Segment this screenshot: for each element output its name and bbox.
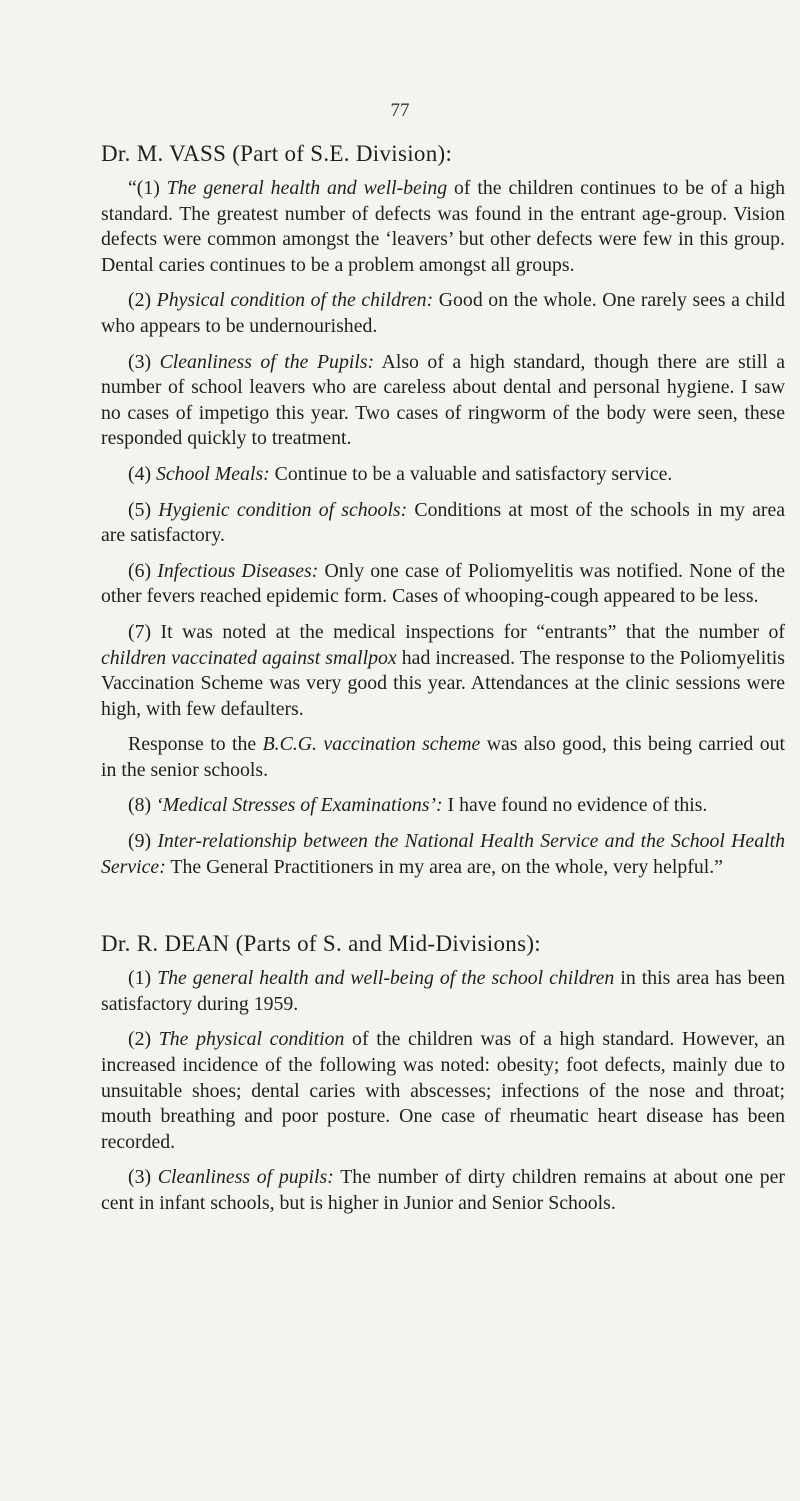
- report-section-vass: [101, 140, 785, 880]
- section-heading: Dr. R. DEAN (Parts of S. and Mid-Divisions):: [101, 931, 541, 957]
- page-number: 77: [390, 100, 410, 121]
- paragraph-infectious-diseases: (6) Infectious Diseases: Only one case of Poliomyelitis was notified. None of the other fevers reached epidemic form. Cases of whooping-cough appeared to be less.: [101, 559, 785, 608]
- report-section-dean: [101, 930, 785, 1216]
- paragraph-general-health: (1) The general health and well-being of the school children in this area has been satisfactory during 1959.: [101, 967, 785, 1015]
- document-body: [101, 140, 785, 1227]
- section-heading: Dr. M. VASS (Part of S.E. Division):: [101, 141, 453, 166]
- paragraph-bcg: Response to the B.C.G. vaccination scheme was also good, this being carried out in the senior schools.: [101, 733, 785, 781]
- paragraph-vaccination: (7) It was noted at the medical inspections for “entrants” that the number of children vaccinated against smallpox had increased. The response to the Poliomyelitis Vaccination Scheme was very good this year. Attendances at the clinic sessions were high, with few defaulters.: [101, 620, 785, 720]
- paragraph-medical-stresses: (8) ‘Medical Stresses of Examinations’: I have found no evidence of this.: [128, 794, 708, 817]
- paragraph-physical-condition: (2) Physical condition of the children: Good on the whole. One rarely sees a child who appears to be undernourished.: [101, 289, 785, 337]
- paragraph-hygienic-condition: (5) Hygienic condition of schools: Conditions at most of the schools in my area are satisfactory.: [101, 498, 785, 547]
- paragraph-school-meals: (4) School Meals: Continue to be a valuable and satisfactory service.: [128, 462, 673, 485]
- paragraph-cleanliness: (3) Cleanliness of pupils: The number of dirty children remains at about one per cent in infant schools, but is higher in Junior and Senior Schools.: [101, 1166, 785, 1214]
- paragraph-cleanliness: (3) Cleanliness of the Pupils: Also of a high standard, though there are still a number of school leavers who are careless about dental and personal hygiene. I saw no cases of impetigo this year. Two cases of ringworm of the body were seen, these responded quickly to treatment.: [101, 350, 785, 450]
- paragraph-inter-relationship: (9) Inter-relationship between the National Health Service and the School Health Service: The General Practitioners in my area are, on the whole, very helpful.”: [101, 830, 785, 878]
- paragraph-general-health: “(1) The general health and well-being of the children continues to be of a high standard. The greatest number of defects was found in the entrant age-group. Vision defects were common amongst the ‘leavers’ but other defects were few in this group. Dental caries continues to be a problem amongst all groups.: [101, 177, 786, 276]
- paragraph-physical-condition: (2) The physical condition of the children was of a high standard. However, an increased incidence of the following was noted: obesity; foot defects, mainly due to unsuitable shoes; dental caries with abscesses; infections of the nose and throat; mouth breathing and poor posture. One case of rheumatic heart disease has been recorded.: [101, 1028, 785, 1153]
